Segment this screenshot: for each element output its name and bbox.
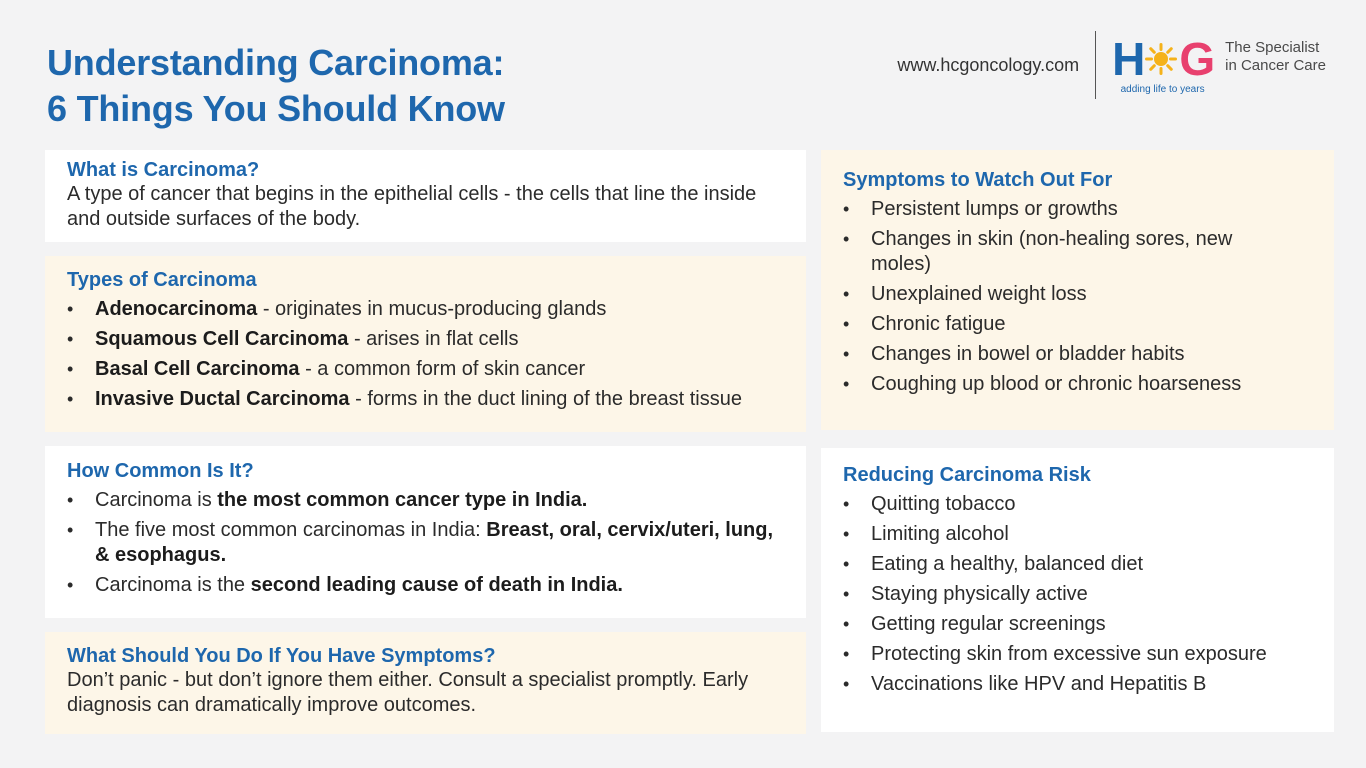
logo-letter-g: G xyxy=(1179,32,1214,85)
card-how-common xyxy=(45,446,806,618)
list-item: • Quitting tobacco xyxy=(843,492,1312,517)
list-item: • Protecting skin from excessive sun exposure xyxy=(843,642,1312,667)
website-link[interactable]: www.hcgoncology.com xyxy=(897,54,1080,75)
hcg-logo xyxy=(1112,32,1326,95)
list-item: • The five most common carcinomas in India: Breast, oral, cervix/uteri, lung, & esophagus. xyxy=(67,518,784,568)
page-title xyxy=(47,40,505,132)
logo-text xyxy=(1225,39,1326,75)
card-heading: What is Carcinoma? xyxy=(67,159,260,181)
card-heading: What Should You Do If You Have Symptoms? xyxy=(67,645,496,667)
list-item: • Carcinoma is the second leading cause of death in India. xyxy=(67,573,784,598)
list-item: • Carcinoma is the most common cancer type in India. xyxy=(67,488,784,513)
card-text: Don’t panic - but don’t ignore them either. Consult a specialist promptly. Early diagnosis can dramatically improve outcomes. xyxy=(67,669,749,716)
page-title-line2: 6 Things You Should Know xyxy=(47,88,505,129)
types-list xyxy=(67,297,784,412)
card-heading: Symptoms to Watch Out For xyxy=(843,169,1113,191)
logo-text-line2: in Cancer Care xyxy=(1225,56,1326,74)
logo-mark xyxy=(1112,32,1214,95)
page-title-line1: Understanding Carcinoma: xyxy=(47,42,505,83)
list-item: • Persistent lumps or growths xyxy=(843,197,1294,222)
list-item: • Unexplained weight loss xyxy=(843,282,1294,307)
list-item: • Vaccinations like HPV and Hepatitis B xyxy=(843,672,1312,697)
list-item: • Basal Cell Carcinoma - a common form of skin cancer xyxy=(67,357,784,382)
list-item: • Changes in bowel or bladder habits xyxy=(843,342,1294,367)
list-item: • Chronic fatigue xyxy=(843,312,1294,337)
card-what-is xyxy=(45,150,806,242)
card-heading: Types of Carcinoma xyxy=(67,269,257,291)
header-branding xyxy=(897,30,1326,100)
list-item: • Eating a healthy, balanced diet xyxy=(843,552,1312,577)
list-item: • Getting regular screenings xyxy=(843,612,1312,637)
header-divider xyxy=(1095,31,1096,99)
logo-tagline: adding life to years xyxy=(1120,83,1205,95)
list-item: • Changes in skin (non-healing sores, new moles) xyxy=(843,227,1294,277)
card-types xyxy=(45,256,806,432)
list-item: • Limiting alcohol xyxy=(843,522,1312,547)
logo-text-line1: The Specialist xyxy=(1225,38,1320,56)
card-what-to-do xyxy=(45,632,806,734)
how-common-list xyxy=(67,488,784,598)
sun-icon xyxy=(1144,42,1178,76)
reducing-list xyxy=(843,492,1312,697)
card-symptoms xyxy=(821,150,1334,430)
card-heading: Reducing Carcinoma Risk xyxy=(843,464,1091,486)
card-heading: How Common Is It? xyxy=(67,460,254,482)
symptoms-list xyxy=(843,197,1294,397)
logo-letter-h: H xyxy=(1112,32,1144,85)
list-item: • Coughing up blood or chronic hoarseness xyxy=(843,372,1294,397)
list-item: • Staying physically active xyxy=(843,582,1312,607)
list-item: • Adenocarcinoma - originates in mucus-producing glands xyxy=(67,297,784,322)
list-item: • Invasive Ductal Carcinoma - forms in the duct lining of the breast tissue xyxy=(67,387,784,412)
list-item: • Squamous Cell Carcinoma - arises in flat cells xyxy=(67,327,784,352)
card-text: A type of cancer that begins in the epithelial cells - the cells that line the inside and outside surfaces of the body. xyxy=(67,183,757,230)
card-reducing-risk xyxy=(821,448,1334,732)
